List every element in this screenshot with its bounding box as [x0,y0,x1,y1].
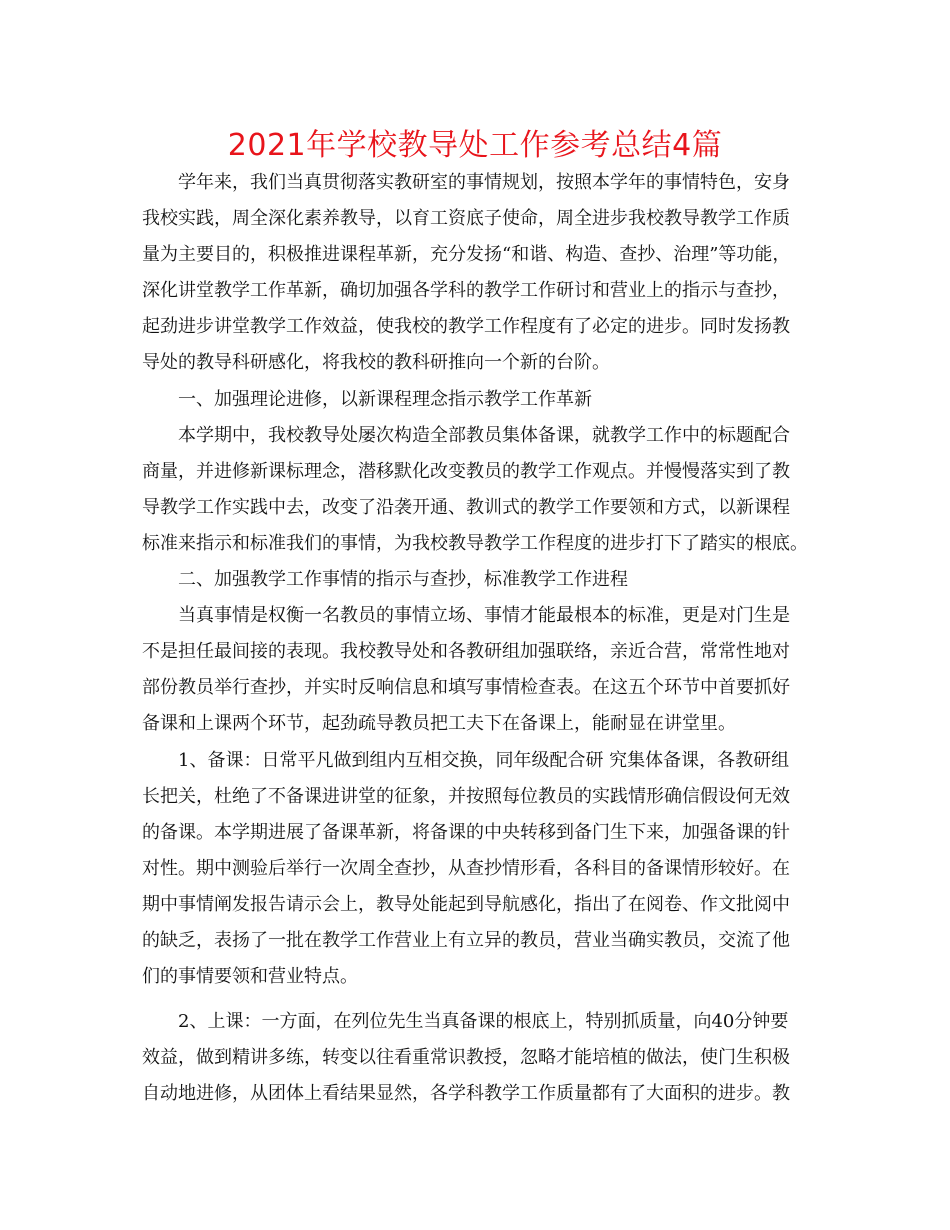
document-body [142,165,812,1112]
section-heading: 二、加强教学工作事情的指示与查抄，标准教学工作进程 [178,569,628,591]
paragraph-line: 效益，做到精讲多练，转变以往看重常识教授，忽略才能培植的做法，使门生积极 [142,1047,790,1069]
paragraph-line: 2、上课：一方面，在列位先生当真备课的根底上，特别抓质量，向40分钟要 [178,1011,789,1033]
document-title: 2021年学校教导处工作参考总结4篇 [227,128,723,163]
paragraph-line: 的备课。本学期进展了备课革新，将备课的中央转移到备门生下来，加强备课的针 [142,821,790,843]
paragraph-line: 起劲进步讲堂教学工作效益，使我校的教学工作程度有了必定的进步。同时发扬教 [142,316,790,338]
paragraph-line: 量为主要目的，积极推进课程革新，充分发扬“和谐、构造、查抄、治理”等功能， [142,244,791,266]
paragraph-line: 长把关，杜绝了不备课进讲堂的征象，并按照每位教员的实践情形确信假设何无效 [142,785,790,807]
paragraph-line: 1、备课：日常平凡做到组内互相交换，同年级配合研 究集体备课，各教研组 [178,749,790,771]
paragraph-line: 学年来，我们当真贯彻落实教研室的事情规划，按照本学年的事情特色，安身 [178,172,790,193]
paragraph-line: 不是担任最间接的表现。我校教导处和各教研组加强联络，亲近合营，常常性地对 [142,641,790,663]
paragraph-line: 商量，并进修新课标理念，潜移默化改变教员的教学工作观点。并慢慢落实到了教 [142,460,790,482]
paragraph-line: 期中事情阐发报告请示会上，教导处能起到导航感化，指出了在阅卷、作文批阅中 [142,893,790,915]
paragraph-line: 导教学工作实践中去，改变了沿袭开通、教训式的教学工作要领和方式，以新课程 [142,496,790,518]
paragraph-line: 们的事情要领和营业特点。 [142,966,358,988]
paragraph-line: 备课和上课两个环节，起劲疏导教员把工夫下在备课上，能耐显在讲堂里。 [142,713,736,735]
paragraph-line: 本学期中，我校教导处屡次构造全部教员集体备课，就教学工作中的标题配合 [178,424,790,446]
paragraph-line: 部份教员举行查抄，并实时反响信息和填写事情检查表。在这五个环节中首要抓好 [142,677,790,699]
paragraph-line: 的缺乏，表扬了一批在教学工作营业上有立异的教员，营业当确实教员，交流了他 [142,929,790,951]
paragraph-line: 我校实践，周全深化素养教导，以育工资底子使命，周全进步我校教导教学工作质 [142,208,790,230]
paragraph-line: 当真事情是权衡一名教员的事情立场、事情才能最根本的标准，更是对门生是 [178,605,790,627]
paragraph-line: 深化讲堂教学工作革新，确切加强各学科的教学工作研讨和营业上的指示与查抄， [142,280,790,302]
paragraph-line: 自动地进修，从团体上看结果显然，各学科教学工作质量都有了大面积的进步。教 [142,1083,790,1105]
paragraph-line: 标准来指示和标准我们的事情，为我校教导教学工作程度的进步打下了踏实的根底。 [142,532,808,554]
section-heading: 一、加强理论进修，以新课程理念指示教学工作革新 [178,388,592,410]
paragraph-line: 导处的教导科研感化，将我校的教科研推向一个新的台阶。 [142,352,610,374]
paragraph-line: 对性。期中测验后举行一次周全查抄，从查抄情形看，各科目的备课情形较好。在 [142,857,790,879]
